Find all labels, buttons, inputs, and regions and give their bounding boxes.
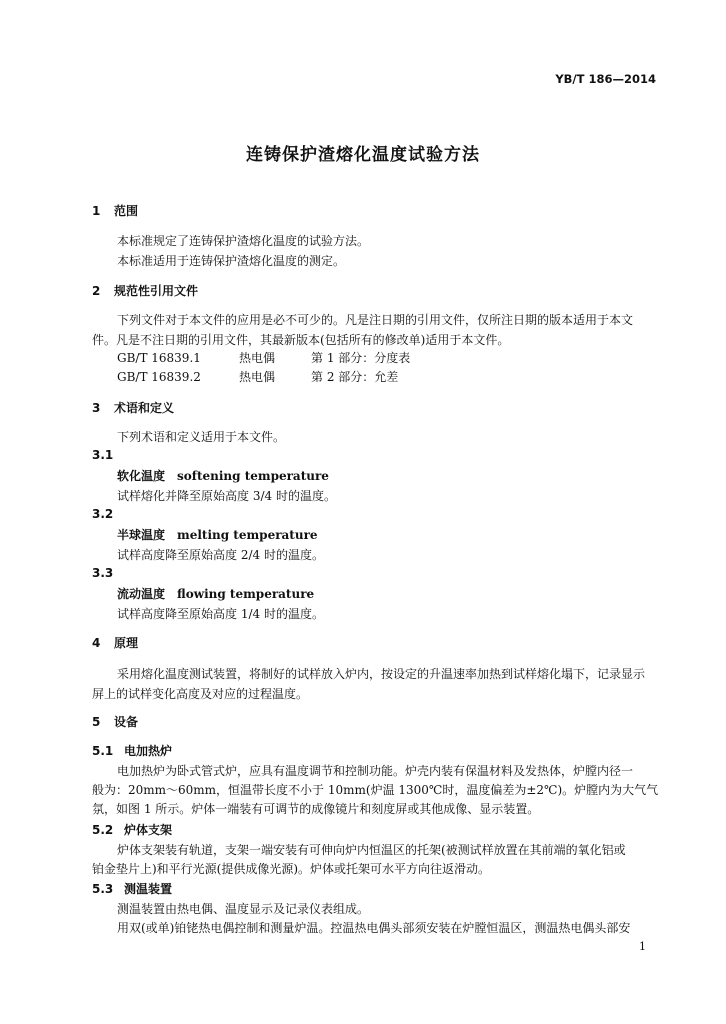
- reference-item: [117, 349, 410, 366]
- paragraph: 氛，如图 1 所示。炉体一端装有可调节的成像镜片和刻度屏或其他成像、显示装置。: [92, 802, 540, 816]
- section-number: 1: [92, 204, 101, 218]
- section-number: 5: [92, 715, 101, 729]
- section-title: 范围: [114, 204, 139, 218]
- section-3-heading: [92, 399, 174, 416]
- section-1-heading: [92, 202, 138, 219]
- standard-number: YB/T 186—2014: [555, 72, 656, 86]
- term-en: melting temperature: [177, 528, 318, 542]
- paragraph: 用双(或单)铂铑热电偶控制和测量炉温。控温热电偶头部须安装在炉膛恒温区，测温热电偶头部安: [117, 921, 631, 935]
- page-number: 1: [639, 940, 646, 953]
- reference-code: GB/T 16839.1: [117, 351, 201, 365]
- clause-5-1-heading: [92, 742, 172, 759]
- clause-number: 5.1: [92, 744, 114, 758]
- clause-number: 3.2: [92, 507, 114, 521]
- clause-number: 3.1: [92, 448, 114, 462]
- section-title: 原理: [114, 636, 139, 650]
- paragraph: 本标准规定了连铸保护渣熔化温度的试验方法。: [117, 234, 370, 248]
- reference-name: 热电偶: [239, 370, 276, 384]
- paragraph: 屏上的试样变化高度及对应的过程温度。: [92, 687, 309, 701]
- paragraph: 下列文件对于本文件的应用是必不可少的。凡是注日期的引用文件，仅所注日期的版本适用于本文: [117, 313, 634, 327]
- section-title: 设备: [114, 715, 139, 729]
- clause-5-2-heading: [92, 821, 172, 838]
- section-number: 3: [92, 401, 101, 415]
- paragraph: 炉体支架装有轨道，支架一端安装有可伸向炉内恒温区的托架(被测试样放置在其前端的氧化铝或: [117, 843, 626, 857]
- paragraph: 铂金垫片上)和平行光源(提供成像光源)。炉体或托架可水平方向往返滑动。: [92, 862, 491, 876]
- reference-code: GB/T 16839.2: [117, 370, 201, 384]
- term-title: [117, 585, 314, 602]
- term-en: flowing temperature: [177, 587, 315, 601]
- term-title: [117, 467, 329, 484]
- paragraph: 下列术语和定义适用于本文件。: [117, 430, 286, 444]
- reference-part: 第 2 部分：允差: [311, 370, 399, 384]
- paragraph: 本标准适用于连铸保护渣熔化温度的测定。: [117, 254, 346, 268]
- section-title: 规范性引用文件: [114, 284, 199, 298]
- paragraph: 般为：20mm～60mm，恒温带长度不小于 10mm(炉温 1300℃时，温度偏差为±2℃)。炉膛内为大气气: [92, 783, 659, 797]
- term-en: softening temperature: [177, 469, 329, 483]
- clause-number: 5.3: [92, 882, 114, 896]
- section-2-heading: [92, 282, 198, 299]
- reference-name: 热电偶: [239, 351, 276, 365]
- section-number: 2: [92, 284, 101, 298]
- term-definition: 试样高度降至原始高度 2/4 时的温度。: [117, 548, 324, 562]
- reference-item: [117, 368, 398, 385]
- term-definition: 试样熔化并降至原始高度 3/4 时的温度。: [117, 489, 336, 503]
- paragraph: 采用熔化温度测试装置，将制好的试样放入炉内，按设定的升温速率加热到试样熔化塌下，记录显示: [117, 667, 646, 681]
- clause-title: 电加热炉: [124, 744, 173, 758]
- paragraph: 件。凡是不注日期的引用文件，其最新版本(包括所有的修改单)适用于本文件。: [92, 333, 510, 347]
- clause-number: 5.2: [92, 823, 114, 837]
- term-definition: 试样高度降至原始高度 1/4 时的温度。: [117, 607, 324, 621]
- term-cn: 半球温度: [117, 528, 166, 542]
- reference-part: 第 1 部分：分度表: [311, 351, 411, 365]
- term-cn: 流动温度: [117, 587, 166, 601]
- paragraph: 测温装置由热电偶、温度显示及记录仪表组成。: [117, 902, 370, 916]
- document-title: 连铸保护渣熔化温度试验方法: [246, 145, 480, 165]
- clause-number: 3.3: [92, 566, 114, 580]
- clause-title: 测温装置: [124, 882, 173, 896]
- section-title: 术语和定义: [114, 401, 175, 415]
- section-5-heading: [92, 713, 138, 730]
- section-number: 4: [92, 636, 101, 650]
- term-title: [117, 526, 318, 543]
- section-4-heading: [92, 634, 138, 651]
- clause-5-3-heading: [92, 880, 172, 897]
- clause-title: 炉体支架: [124, 823, 173, 837]
- paragraph: 电加热炉为卧式管式炉，应具有温度调节和控制功能。炉壳内装有保温材料及发热体，炉膛内径一: [117, 764, 634, 778]
- term-cn: 软化温度: [117, 469, 166, 483]
